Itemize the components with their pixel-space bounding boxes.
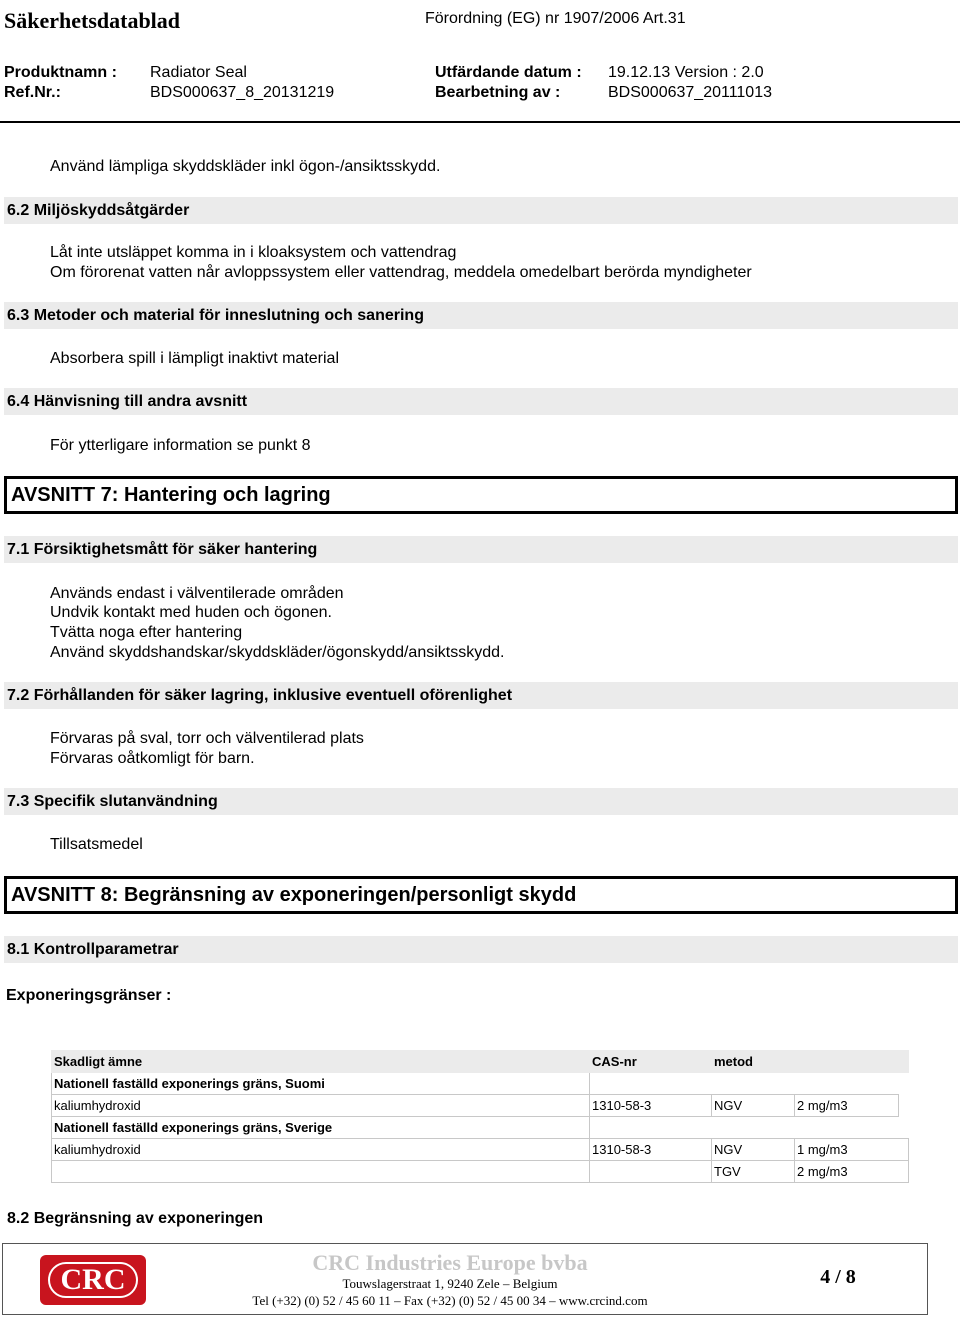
cell-value: 2 mg/m3 [795, 1161, 909, 1183]
exposure-limits-table [51, 1050, 909, 1183]
subsection-6-2-line: Låt inte utsläppet komma in i kloaksystem och vattendrag [50, 244, 457, 261]
table-row [52, 1161, 909, 1183]
subsection-7-2-line: Förvaras oåtkomligt för barn. [50, 750, 255, 767]
company-address: Touwslagerstraat 1, 9240 Zele – Belgium [342, 1276, 558, 1291]
table-header-row [52, 1051, 909, 1073]
cell-method: NGV [712, 1139, 795, 1161]
subsection-6-4-heading: 6.4 Hänvisning till andra avsnitt [4, 388, 958, 415]
header-cas: CAS-nr [590, 1051, 712, 1073]
table-group-row [52, 1073, 909, 1095]
subsection-7-2-heading: 7.2 Förhållanden för säker lagring, inklusive eventuell oförenlighet [4, 682, 958, 709]
document-title: Säkerhetsdatablad [4, 8, 181, 33]
header-substance: Skadligt ämne [52, 1051, 590, 1073]
subsection-7-1-line: Används endast i välventilerade områden [50, 585, 344, 602]
page-number: 4 / 8 [820, 1266, 856, 1288]
subsection-7-1-line: Undvik kontakt med huden och ögonen. [50, 604, 332, 621]
revision-label: Bearbetning av : [435, 84, 561, 101]
cell-value: 2 mg/m3 [795, 1095, 899, 1117]
subsection-6-4-line: För ytterligare information se punkt 8 [50, 437, 311, 454]
issue-date-label: Utfärdande datum : [435, 64, 582, 81]
cell-cas: 1310-58-3 [590, 1139, 712, 1161]
cell-cas: 1310-58-3 [590, 1095, 712, 1117]
subsection-7-3-line: Tillsatsmedel [50, 836, 143, 853]
cell-cas [590, 1161, 712, 1183]
cell-value: 1 mg/m3 [795, 1139, 909, 1161]
revision-value: BDS000637_20111013 [608, 84, 772, 101]
product-name-value: Radiator Seal [150, 64, 247, 81]
table-group-row [52, 1117, 909, 1139]
table-row [52, 1139, 909, 1161]
subsection-7-3-heading: 7.3 Specifik slutanvändning [4, 788, 958, 815]
subsection-6-2-heading: 6.2 Miljöskyddsåtgärder [4, 197, 958, 224]
subsection-6-2-line: Om förorenat vatten når avloppssystem eller vattendrag, meddela omedelbart berörda myndigheter [50, 264, 752, 281]
subsection-6-3-heading: 6.3 Metoder och material för inneslutning och sanering [4, 302, 958, 329]
intro-line: Använd lämpliga skyddskläder inkl ögon-/ansiktsskydd. [50, 158, 441, 175]
subsection-8-1-heading: 8.1 Kontrollparametrar [4, 936, 958, 963]
cell-method: NGV [712, 1095, 795, 1117]
section-8-title: AVSNITT 8: Begränsning av exponeringen/personligt skydd [4, 876, 958, 914]
cell-method: TGV [712, 1161, 795, 1183]
exposure-limits-label: Exponeringsgränser : [6, 987, 172, 1004]
cell-substance: kaliumhydroxid [52, 1095, 590, 1117]
cell-substance [52, 1161, 590, 1183]
company-contact: Tel (+32) (0) 52 / 45 60 11 – Fax (+32) (0) 52 / 45 00 34 – www.crcind.com [252, 1293, 648, 1308]
subsection-7-1-heading: 7.1 Försiktighetsmått för säker hantering [4, 536, 958, 563]
header-divider [0, 121, 960, 123]
header-method: metod [712, 1051, 795, 1073]
regulation-reference: Förordning (EG) nr 1907/2006 Art.31 [425, 10, 686, 27]
table-row [52, 1095, 909, 1117]
ref-number-label: Ref.Nr.: [4, 84, 61, 101]
ref-number-value: BDS000637_8_20131219 [150, 84, 335, 101]
product-name-label: Produktnamn : [4, 64, 117, 81]
group-title: Nationell faställd exponerings gräns, Sverige [52, 1117, 590, 1139]
subsection-7-1-line: Använd skyddshandskar/skyddskläder/ögonskydd/ansiktsskydd. [50, 644, 505, 661]
section-7-title: AVSNITT 7: Hantering och lagring [4, 476, 958, 514]
crc-logo-text: CRC [60, 1263, 126, 1296]
cell-substance: kaliumhydroxid [52, 1139, 590, 1161]
subsection-6-3-line: Absorbera spill i lämpligt inaktivt material [50, 350, 339, 367]
subsection-8-2-heading: 8.2 Begränsning av exponeringen [4, 1205, 958, 1232]
subsection-7-2-line: Förvaras på sval, torr och välventilerad plats [50, 730, 364, 747]
issue-date-value: 19.12.13 Version : 2.0 [608, 64, 764, 81]
subsection-7-1-line: Tvätta noga efter hantering [50, 624, 243, 641]
company-name: CRC Industries Europe bvba [312, 1250, 588, 1275]
group-title: Nationell faställd exponerings gräns, Suomi [52, 1073, 590, 1095]
